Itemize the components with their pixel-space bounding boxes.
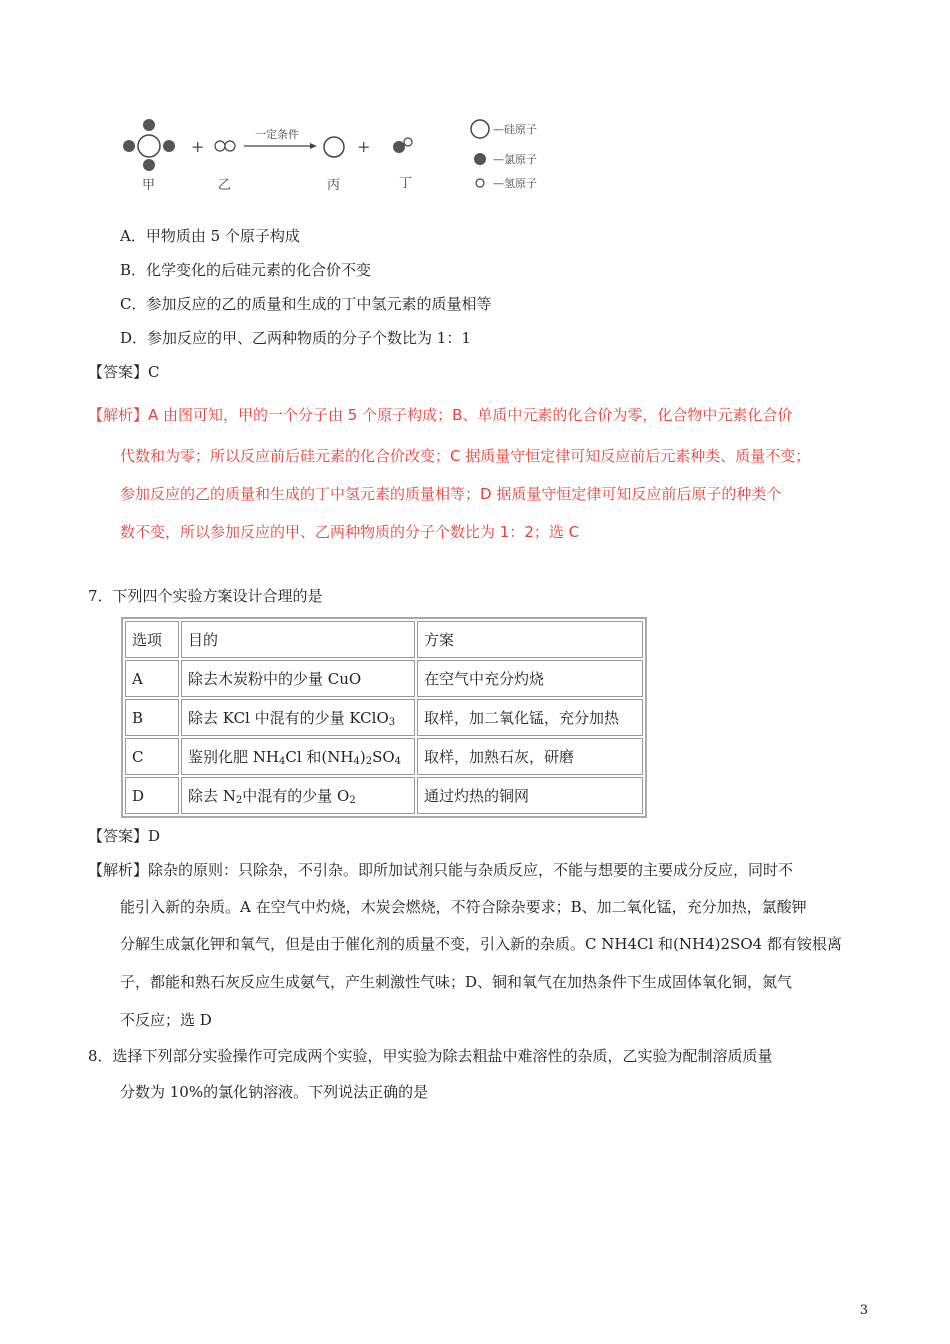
row-plan: 在空气中充分灼烧 bbox=[417, 660, 643, 697]
si-atom bbox=[324, 137, 344, 157]
legend-h: —氢原子 bbox=[493, 177, 537, 190]
legend-si-icon bbox=[471, 120, 489, 138]
cl-atom bbox=[143, 119, 155, 131]
plus-sign: + bbox=[191, 137, 205, 156]
table-row bbox=[125, 699, 643, 736]
table-row bbox=[125, 660, 643, 697]
page-number: 3 bbox=[859, 1303, 868, 1318]
si-atom bbox=[138, 135, 160, 157]
option-d: D．参加反应的甲、乙两种物质的分子个数比为 1：1 bbox=[120, 329, 471, 347]
q7-analysis-line-2: 能引入新的杂质。A 在空气中灼烧，木炭会燃烧，不符合除杂要求；B、加二氧化锰，充分加热，氯酸钾 bbox=[120, 898, 807, 916]
cl-atom bbox=[393, 141, 405, 153]
row-option: C bbox=[125, 738, 179, 775]
reaction-diagram bbox=[112, 112, 572, 204]
label-jia: 甲 bbox=[142, 178, 156, 193]
legend-cl: —氯原子 bbox=[493, 153, 537, 166]
plus-sign: + bbox=[357, 137, 371, 156]
table-header-row bbox=[125, 621, 643, 658]
h-atom bbox=[215, 141, 225, 151]
header-option: 选项 bbox=[125, 621, 179, 658]
q7-analysis-line-3: 分解生成氯化钾和氧气，但是由于催化剂的质量不变，引入新的杂质。C NH4Cl 和(NH4)2SO4 都有铵根离 bbox=[120, 935, 842, 953]
q7-analysis-line-5: 不反应；选 D bbox=[120, 1011, 212, 1029]
option-a: A．甲物质由 5 个原子构成 bbox=[120, 227, 300, 245]
legend-cl-icon bbox=[474, 153, 486, 165]
row-option: A bbox=[125, 660, 179, 697]
q7-analysis-line-1: 【解析】除杂的原则：只除杂，不引杂。即所加试剂只能与杂质反应，不能与想要的主要成分反应，同时不 bbox=[88, 861, 794, 879]
cl-atom bbox=[163, 140, 175, 152]
q6-analysis-line-2: 代数和为零；所以反应前后硅元素的化合价改变；C 据质量守恒定律可知反应前后元素种类、质量不变； bbox=[120, 447, 811, 465]
q6-analysis-line-3: 参加反应的乙的质量和生成的丁中氢元素的质量相等；D 据质量守恒定律可知反应前后原子的种类个 bbox=[120, 485, 782, 503]
q7-answer: 【答案】D bbox=[88, 827, 161, 845]
row-purpose: 除去 $N_2$中混有的少量 $O_2$ bbox=[181, 777, 415, 814]
table-row bbox=[125, 738, 643, 775]
label-yi: 乙 bbox=[218, 178, 232, 193]
row-purpose: 除去 KCl 中混有的少量 KClO$_3$ bbox=[181, 699, 415, 736]
option-c: C．参加反应的乙的质量和生成的丁中氢元素的质量相等 bbox=[120, 295, 492, 313]
q7-stem: 7．下列四个实验方案设计合理的是 bbox=[88, 587, 323, 605]
row-plan: 通过灼热的铜网 bbox=[417, 777, 643, 814]
h-atom bbox=[225, 141, 235, 151]
row-plan: 取样，加二氧化锰，充分加热 bbox=[417, 699, 643, 736]
q6-answer: 【答案】C bbox=[88, 363, 160, 381]
legend-si: —硅原子 bbox=[493, 123, 537, 136]
cl-atom bbox=[123, 140, 135, 152]
row-purpose: 除去木炭粉中的少量 CuO bbox=[181, 660, 415, 697]
row-plan: 取样，加熟石灰，研磨 bbox=[417, 738, 643, 775]
arrow-condition: 一定条件 bbox=[255, 128, 299, 141]
label-bing: 丙 bbox=[327, 178, 341, 193]
q7-analysis-line-4: 子，都能和熟石灰反应生成氨气，产生刺激性气味；D、铜和氧气在加热条件下生成固体氧化铜，氮气 bbox=[120, 973, 793, 991]
label-ding: 丁 bbox=[399, 176, 413, 191]
row-option: D bbox=[125, 777, 179, 814]
header-purpose: 目的 bbox=[181, 621, 415, 658]
q8-stem-line-2: 分数为 10%的氯化钠溶液。下列说法正确的是 bbox=[120, 1083, 429, 1101]
legend-h-icon bbox=[476, 179, 484, 187]
table-row bbox=[125, 777, 643, 814]
q6-analysis-line-1: 【解析】A 由图可知，甲的一个分子由 5 个原子构成；B、单质中元素的化合价为零，化合物中元素化合价 bbox=[88, 406, 793, 424]
header-plan: 方案 bbox=[417, 621, 643, 658]
row-purpose: 鉴别化肥 $NH_4Cl$ 和$(NH_4)_2SO_4$ bbox=[181, 738, 415, 775]
option-b: B．化学变化的后硅元素的化合价不变 bbox=[120, 261, 372, 279]
q6-analysis-line-4: 数不变，所以参加反应的甲、乙两种物质的分子个数比为 1：2；选 C bbox=[120, 523, 580, 541]
cl-atom bbox=[143, 159, 155, 171]
row-option: B bbox=[125, 699, 179, 736]
h-atom bbox=[404, 138, 412, 146]
arrow-head bbox=[310, 143, 317, 149]
q8-stem-line-1: 8．选择下列部分实验操作可完成两个实验，甲实验为除去粗盐中难溶性的杂质，乙实验为配制溶质质量 bbox=[88, 1047, 773, 1065]
q7-table bbox=[121, 617, 647, 818]
